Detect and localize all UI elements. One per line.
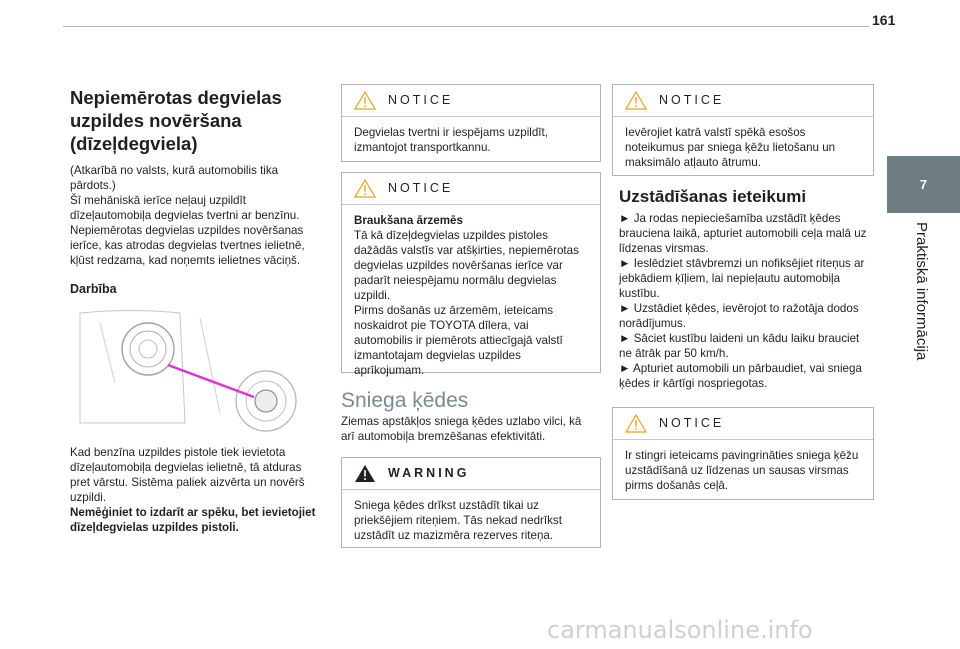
intro-text: (Atkarībā no valsts, kurā automobilis tika pārdots.) (70, 164, 279, 192)
list-item: ► Ieslēdziet stāvbremzi un nofiksējiet riteņus ar jebkādiem ķīļiem, lai nepieļautu automobiļa kustību. (619, 257, 865, 300)
notice-box-abroad (341, 172, 601, 377)
caution-icon (354, 179, 376, 198)
notice-text: Degvielas tvertni ir iespējams uzpildīt, izmantojot transportkannu. (354, 126, 548, 154)
fuel-filler-illustration (70, 303, 316, 433)
description-text: Šī mehāniskā ierīce neļauj uzpildīt dīzeļautomobiļa degvielas tvertni ar benzīnu. Nepiemērotas degvielas uzpildes novēršanas ierīce, kas atrodas degvielas tvertnes ielietnē, kļūst redzama, kad noņemts ielietnes vāciņš. (70, 194, 305, 267)
chapter-title: Praktiskā informācija (913, 222, 930, 361)
column-1 (70, 86, 320, 297)
chapter-tab[interactable] (887, 156, 960, 213)
operation-warning-text: Nemēģiniet to izdarīt ar spēku, bet ievietojiet dīzeļdegvielas uzpildes pistoli. (70, 506, 316, 534)
notice-heading: Braukšana ārzemēs (354, 214, 463, 227)
list-item: ► Sāciet kustību laideni un kādu laiku brauciet ne ātrāk par 50 km/h. (619, 332, 860, 360)
page-number: 161 (872, 12, 896, 28)
notice-label: NOTICE (388, 181, 454, 195)
caution-icon (625, 91, 647, 110)
steps-list (619, 211, 874, 391)
notice-text: Tā kā dīzeļdegvielas uzpildes pistoles dažādās valstīs var atšķirties, nepiemērotas degvielas uzpildes novēršanas ierīce var padarīt neiespējamu normālu degvielas uzpildi. (354, 229, 579, 302)
warning-icon (354, 464, 376, 483)
watermark[interactable]: carmanualsonline.info (547, 616, 813, 644)
notice-box-regulations (612, 84, 874, 176)
section-title-installation: Uzstādīšanas ieteikumi (619, 187, 807, 206)
warning-text: Sniega ķēdes drīkst uzstādīt tikai uz priekšējiem riteņiem. Tās nekad nedrīkst uzstādīt uz mazizmēra rezerves riteņa. (354, 499, 562, 542)
section-title-misfuel: Nepiemērotas degvielas uzpildes novēršana (dīzeļdegviela) (70, 87, 282, 154)
list-item: ► Apturiet automobili un pārbaudiet, vai sniega ķēdes ir kārtīgi nospriegotas. (619, 362, 862, 390)
notice-text: Ir stingri ieteicams pavingrināties sniega ķēžu uzstādīšanā uz līdzenas un sausas virsmas pirms došanās ceļā. (625, 449, 859, 492)
chapter-number: 7 (919, 177, 928, 192)
warning-label: WARNING (388, 466, 470, 480)
notice-label: NOTICE (659, 93, 725, 107)
section-title-snow-chains: Sniega ķēdes (341, 389, 469, 412)
notice-text: Pirms došanās uz ārzemēm, ieteicams noskaidrot pie TOYOTA dīlera, vai automobilis ir piemērots attiecīgajā valstī izmantotajam degvielas uzpildes aprīkojumam. (354, 304, 563, 377)
subtitle-operation: Darbība (70, 282, 117, 296)
notice-label: NOTICE (659, 416, 725, 430)
snow-chains-section (341, 389, 596, 444)
header-rule (63, 26, 869, 27)
list-item: ► Uzstādiet ķēdes, ievērojot to ražotāja dodos norādījumus. (619, 302, 859, 330)
notice-label: NOTICE (388, 93, 454, 107)
list-item: ► Ja rodas nepieciešamība uzstādīt ķēdes brauciena laikā, apturiet automobili ceļa malā uz līdzenas virsmas. (619, 212, 867, 255)
notice-text: Ievērojiet katrā valstī spēkā esošos noteikumus par sniega ķēžu lietošanu un maksimālo atļauto ātrumu. (625, 126, 836, 169)
column-1-lower (70, 445, 322, 535)
notice-box-jerrycan (341, 84, 601, 162)
notice-box-practice (612, 407, 874, 500)
warning-box (341, 457, 601, 548)
caution-icon (354, 91, 376, 110)
caution-icon (625, 414, 647, 433)
operation-text: Kad benzīna uzpildes pistole tiek ievietota dīzeļautomobiļa degvielas ielietnē, tā atduras pret vārstu. Sistēma paliek aizvērta un novērš uzpildi. (70, 446, 305, 504)
snow-chains-text: Ziemas apstākļos sniega ķēdes uzlabo vilci, kā arī automobiļa bremzēšanas efektivitāti. (341, 415, 582, 443)
installation-section (619, 189, 874, 391)
